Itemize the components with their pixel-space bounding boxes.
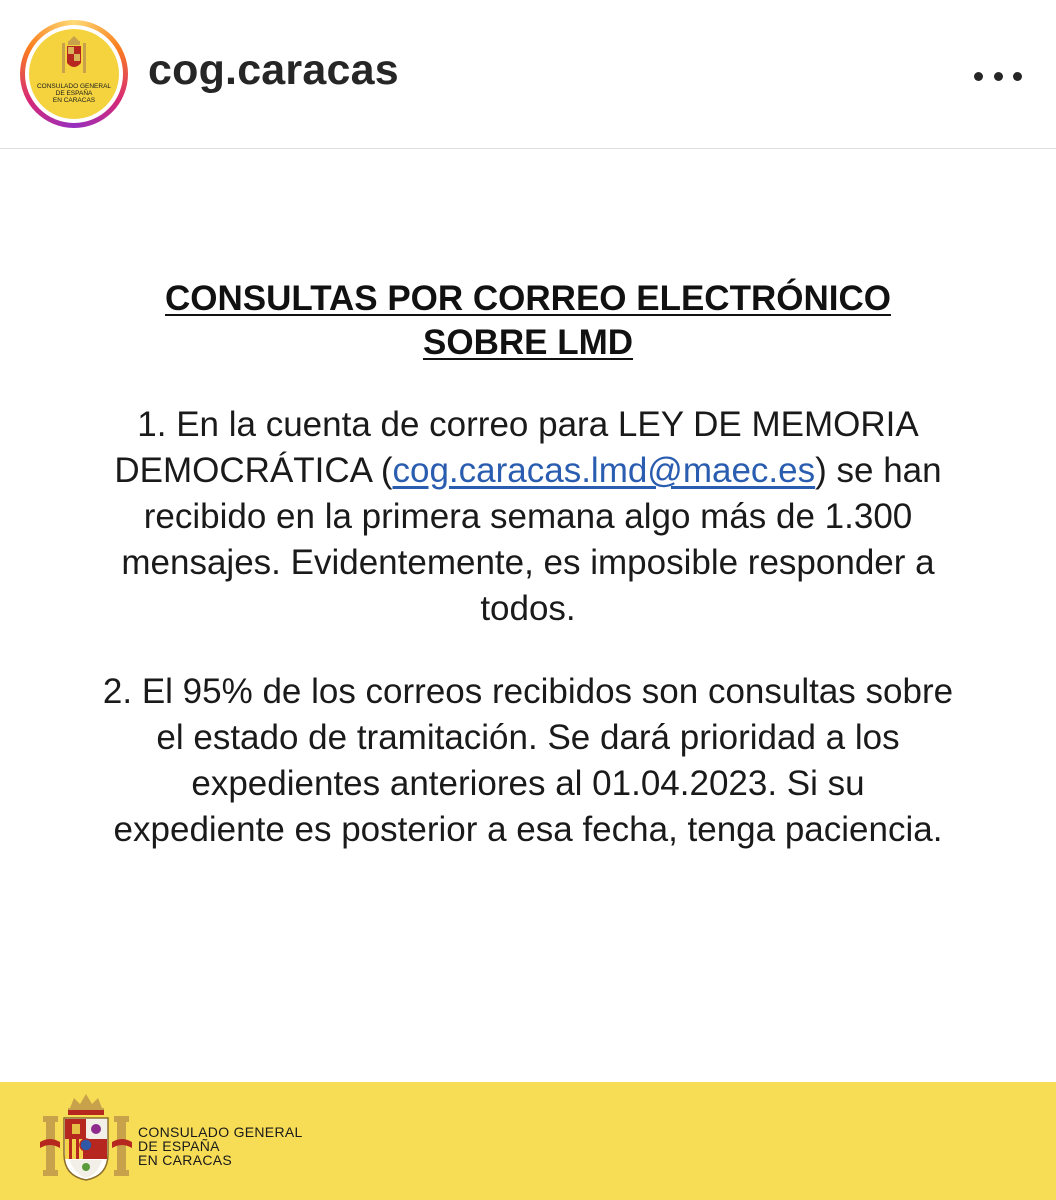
paragraph-1 [40,402,1016,632]
paragraph-line: expedientes anteriores al 01.04.2023. Si su [191,764,865,803]
consulate-name-line: DE ESPAÑA [138,1138,220,1154]
paragraph-line: recibido en la primera semana algo más de 1.300 [143,497,913,536]
consulate-name-line: EN CARACAS [138,1152,233,1168]
paragraph-line: mensajes. Evidentemente, es imposible responder a [121,543,935,582]
consulate-name [138,1125,303,1167]
paragraph-line: 1. En la cuenta de correo para LEY DE MEMORIA [137,405,919,444]
username[interactable]: cog.caracas [148,46,399,94]
paragraph-text: DEMOCRÁTICA ( [114,451,393,490]
more-options-icon [974,72,983,81]
post-title [60,277,996,365]
coat-of-arms-icon [60,35,88,79]
paragraph-2 [40,669,1016,853]
title-line: SOBRE LMD [423,323,633,362]
email-link[interactable]: cog.caracas.lmd@maec.es [392,451,816,490]
paragraph-line: el estado de tramitación. Se dará prioridad a los [156,718,900,757]
avatar-text-line: DE ESPAÑA [55,90,93,97]
post-image[interactable] [0,149,1056,1082]
consulate-name-line: CONSULADO GENERAL [138,1124,303,1140]
more-options-icon [994,72,1003,81]
post-header [0,0,1056,149]
coat-of-arms-icon [40,1090,132,1186]
avatar-text-line: EN CARACAS [52,97,96,104]
more-options-icon [1013,72,1022,81]
paragraph-line: expediente es posterior a esa fecha, tenga paciencia. [113,810,943,849]
paragraph-line [40,448,1016,494]
paragraph-line: todos. [480,589,576,628]
title-line: CONSULTAS POR CORREO ELECTRÓNICO [165,279,891,318]
consulate-banner [0,1082,1056,1200]
profile-avatar[interactable] [20,20,128,128]
paragraph-text: ) se han [815,451,942,490]
more-options-button[interactable] [966,54,1030,98]
avatar-text-line: CONSULADO GENERAL [36,83,112,90]
paragraph-line: 2. El 95% de los correos recibidos son consultas sobre [102,672,954,711]
